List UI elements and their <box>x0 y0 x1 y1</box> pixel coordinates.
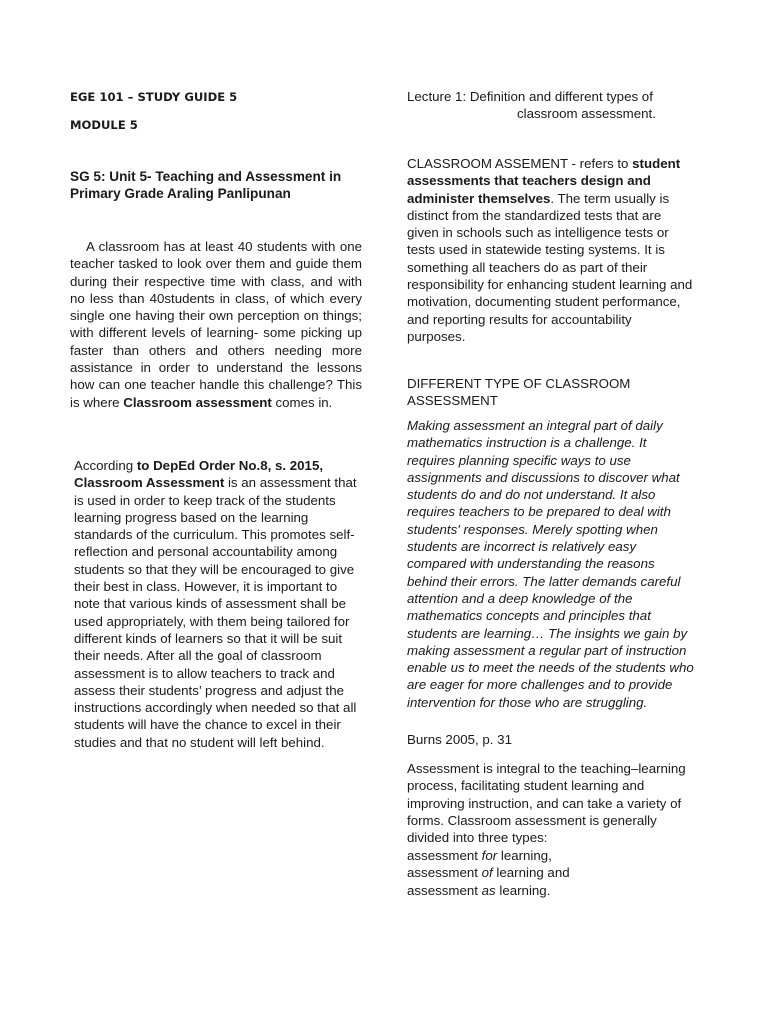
quote-text: Making assessment an integral part of daily mathematics instruction is a challenge. It requires planning specific ways to use assignments and discussions to discover what students do and do not understand. It also requires teachers to be prepared to deal with students' responses. Merely spotting when students are incorrect is relatively easy compared with understanding the reasons behind their errors. The latter demands careful attention and a deep knowledge of the mathematics concepts and principles that students are learning… The insights we gain by making assessment a regular part of instruction enable us to meet the needs of the students who are eager for more challenges and to provide intervention for those who are struggling. <box>407 418 694 710</box>
classroom-assessment-definition <box>407 155 693 345</box>
quote-citation: Burns 2005, p. 31 <box>407 732 512 747</box>
lecture-line-1: Lecture 1: Definition and different types of <box>407 89 653 104</box>
type1-post: learning, <box>497 848 552 863</box>
type3-emph: as <box>481 882 496 898</box>
intro-bold-term: Classroom assessment <box>123 394 272 410</box>
intro-text: A classroom has at least 40 students with one teacher tasked to look over them and guide them during their respective time with class, and with no less than 40students in class, of which every single one having their own perception on things; with different levels of learning- some picking up faster than others and others needing more assistance in order to understand the lessons how can one teacher handle this challenge? This is where <box>70 239 362 410</box>
type3-pre: assessment <box>407 882 482 898</box>
ca-lead: CLASSROOM ASSEMENT - refers to <box>407 156 633 171</box>
type-of-learning <box>407 864 697 881</box>
deped-bold-reference: to DepEd Order No.8, s. 2015, Classroom Assessment <box>74 458 324 491</box>
type-as-learning <box>407 882 697 899</box>
type3-post: learning. <box>495 882 551 898</box>
type2-emph: of <box>481 865 493 881</box>
type-for-learning <box>407 847 697 864</box>
study-guide-heading: SG 5: Unit 5- Teaching and Assessment in Primary Grade Araling Panlipunan <box>70 169 342 201</box>
type2-post: learning and <box>492 865 570 881</box>
deped-lead: According <box>74 458 137 473</box>
burns-quote <box>407 417 697 711</box>
integral-paragraph: Assessment is integral to the teaching–learning process, facilitating student learning and improving instruction, and can take a variety of forms. Classroom assessment is generally divided into three types: <box>407 761 686 846</box>
intro-tail: comes in. <box>271 394 333 410</box>
deped-text: is an assessment that is used in order to keep track of the students learning progress based on the learning standards of the curriculum. This promotes self- reflection and personal accountability among students so that they will be encouraged to give their best in class. However, it is important to note that various kinds of assessment shall be used appropriately, with them being tailored for different kinds of learners so that it will be suit their needs. After all the goal of classroom assessment is to allow teachers to track and assess their students’ progress and adjust the instructions accordingly when needed so that all students will have the chance to excel in their studies and that no student will left behind. <box>74 475 357 750</box>
ca-bold-definition: student assessments that teachers design and administer themselves <box>407 156 681 206</box>
lecture-line-2: classroom assessment. <box>517 106 656 122</box>
deped-paragraph <box>70 457 362 751</box>
intro-paragraph <box>70 238 362 411</box>
course-title: EGE 101 – STUDY GUIDE 5 <box>70 90 238 104</box>
assessment-types-list <box>407 847 697 899</box>
module-title: MODULE 5 <box>70 118 138 132</box>
types-heading: DIFFERENT TYPE OF CLASSROOM ASSESSMENT <box>407 376 631 409</box>
lecture-heading <box>407 88 697 123</box>
type1-pre: assessment <box>407 848 482 863</box>
type2-pre: assessment <box>407 865 482 881</box>
ca-text: . The term usually is distinct from the standardized tests that are given in schools such as intelligence tests or tests used in statewide testing systems. It is something all teachers do as part of their responsibility for enhancing student learning and motivation, documenting student performance, and reporting results for accountability purposes. <box>407 190 693 344</box>
type1-emph: for <box>481 848 498 863</box>
